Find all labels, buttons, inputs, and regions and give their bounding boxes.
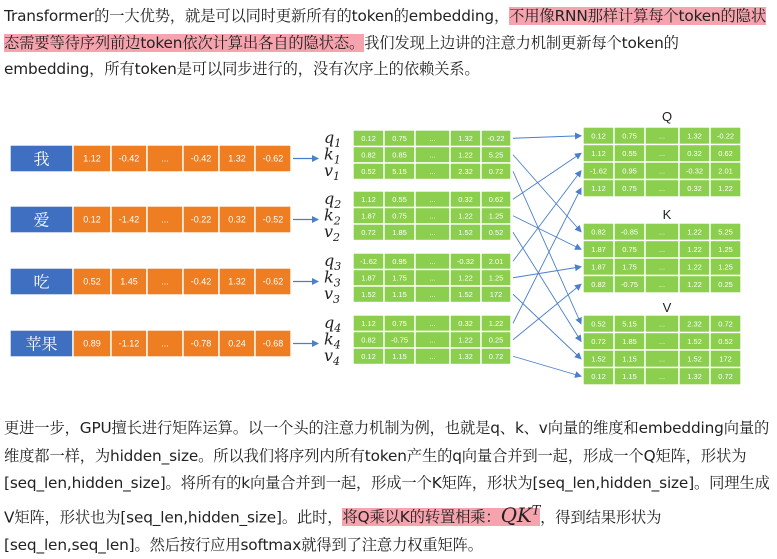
matrix-cell: 1.52 bbox=[687, 354, 702, 364]
vector-cell: 1.22 bbox=[458, 150, 473, 160]
vector-cell: 1.22 bbox=[458, 211, 473, 221]
vector-cell: 0.75 bbox=[392, 318, 407, 328]
vector-cell: -0.32 bbox=[456, 256, 475, 266]
token-1: 我 bbox=[33, 151, 50, 169]
vector-to-matrix-arrow bbox=[513, 356, 581, 376]
matrix-cell: -0.75 bbox=[620, 279, 639, 289]
vector-cell: 1.12 bbox=[361, 194, 376, 204]
vector-cell: 1.22 bbox=[458, 335, 473, 345]
vector-label-k4: $k_4$ bbox=[324, 329, 341, 352]
matrix-cell: 1.25 bbox=[718, 244, 733, 254]
vector-label-q3: $q_3$ bbox=[324, 251, 342, 273]
vector-to-matrix-arrow bbox=[513, 188, 581, 323]
matrix-cell: 1.25 bbox=[718, 262, 733, 272]
matrix-cell: 1.12 bbox=[591, 148, 606, 158]
vector-cell: ... bbox=[429, 211, 436, 221]
matrix-cell: 0.12 bbox=[591, 131, 606, 141]
vector-cell: 1.25 bbox=[488, 211, 504, 221]
matrix-cell: 1.22 bbox=[687, 227, 702, 237]
matrix-cell: ... bbox=[658, 336, 666, 346]
vector-cell: 0.72 bbox=[361, 227, 376, 237]
vector-cell: 5.25 bbox=[488, 150, 504, 160]
embedding-cell: -0.52 bbox=[262, 214, 284, 225]
vector-cell: ... bbox=[429, 194, 436, 204]
intro-text-2: 我们发现上边讲的注意力机制更新每个token的embedding，所有token是可以同步进行的，没有次序上的依赖关系。 bbox=[4, 33, 679, 78]
matrix-cell: ... bbox=[658, 244, 666, 254]
matrix-title-Q: Q bbox=[661, 109, 673, 124]
vector-cell: 1.12 bbox=[361, 318, 376, 328]
token-4: 苹果 bbox=[25, 336, 58, 354]
vector-cell: 0.12 bbox=[361, 351, 376, 361]
matrix-cell: 5.25 bbox=[718, 227, 733, 237]
vector-label-k3: $k_3$ bbox=[324, 267, 341, 290]
matrix-cell: ... bbox=[658, 227, 666, 237]
embedding-cell: 1.12 bbox=[83, 153, 101, 164]
embedding-cell: ... bbox=[161, 276, 169, 287]
vector-cell: 0.85 bbox=[392, 150, 407, 160]
vector-cell: ... bbox=[429, 133, 436, 143]
embedding-cell: 0.89 bbox=[83, 338, 101, 349]
embedding-cell: ... bbox=[161, 153, 169, 164]
matrix-cell: ... bbox=[658, 354, 666, 364]
vector-to-matrix-arrow bbox=[513, 284, 581, 340]
matrix-cell: ... bbox=[658, 183, 666, 193]
embedding-cell: -1.12 bbox=[118, 338, 140, 349]
matrix-title-K: K bbox=[662, 207, 672, 222]
embedding-cell: 0.24 bbox=[228, 338, 246, 349]
vector-cell: ... bbox=[429, 166, 436, 176]
embedding-cell: ... bbox=[161, 214, 169, 225]
matrix-cell: 1.32 bbox=[687, 371, 702, 381]
matrix-cell: 0.75 bbox=[622, 183, 637, 193]
vector-cell: 0.52 bbox=[361, 166, 376, 176]
vector-cell: 0.62 bbox=[488, 194, 504, 204]
matrix-cell: 0.25 bbox=[718, 279, 733, 289]
vector-cell: 1.75 bbox=[392, 273, 407, 283]
arrows-layer bbox=[513, 136, 581, 377]
matrix-cell: 1.87 bbox=[591, 244, 606, 254]
matrix-cell: 0.95 bbox=[622, 166, 637, 176]
vector-label-v3: $v_3$ bbox=[324, 284, 341, 306]
matrix-cell: 0.32 bbox=[687, 148, 702, 158]
matrix-cell: 0.75 bbox=[622, 131, 637, 141]
vector-cell: 0.52 bbox=[488, 227, 504, 237]
vector-label-k2: $k_2$ bbox=[324, 205, 341, 228]
vector-cell: 0.72 bbox=[488, 351, 504, 361]
vector-cell: 1.15 bbox=[392, 351, 407, 361]
outro-highlight-text: 将Q乘以K的转置相乘： bbox=[342, 508, 501, 527]
vector-cell: 0.75 bbox=[392, 211, 407, 221]
embedding-cell: 0.32 bbox=[228, 214, 246, 225]
vector-cell: 0.72 bbox=[488, 166, 504, 176]
vector-label-q1: $q_1$ bbox=[324, 128, 342, 150]
token-3: 吃 bbox=[33, 274, 50, 292]
matrix-cell: 1.87 bbox=[591, 262, 606, 272]
matrix-cell: ... bbox=[658, 131, 666, 141]
vector-cell: 1.87 bbox=[361, 273, 376, 283]
vector-cell: 172 bbox=[489, 289, 503, 299]
matrix-title-V: V bbox=[662, 300, 672, 315]
vector-cell: 1.87 bbox=[361, 211, 376, 221]
embedding-cell: 1.32 bbox=[228, 276, 246, 287]
vector-label-v4: $v_4$ bbox=[324, 346, 341, 368]
vector-label-q2: $q_2$ bbox=[324, 189, 342, 211]
embedding-cell: 0.52 bbox=[83, 276, 101, 287]
embedding-cell: 1.32 bbox=[228, 153, 246, 164]
vector-cell: 0.82 bbox=[361, 150, 376, 160]
vector-cell: ... bbox=[429, 289, 436, 299]
vector-cell: -0.75 bbox=[390, 335, 409, 345]
embedding-cell: -0.68 bbox=[262, 338, 284, 349]
matrix-cell: 1.32 bbox=[687, 131, 702, 141]
matrix-cell: 172 bbox=[719, 354, 732, 364]
matrix-cell: 0.32 bbox=[687, 183, 702, 193]
vector-cell: ... bbox=[429, 256, 436, 266]
outro-text-1: 更进一步，GPU擅长进行矩阵运算。以一个头的注意力机制为例，也就是q、k、v向量的维度和embedding向量的维度都一样，为hidden_size。所以我们将序列内所有token产生的q向量合并到一起，形成一个Q矩阵，形状为[seq_len,hidden_size]。将所有的k向量合并到一起，形成一个K矩阵，形状为[seq_len,hidden_size]。同理生成V矩阵，形状也为[seq_len,hidden_size]。此时， bbox=[4, 419, 770, 527]
matrix-cell: 1.22 bbox=[687, 244, 702, 254]
vector-cell: 1.32 bbox=[458, 133, 473, 143]
matrix-cell: 0.82 bbox=[591, 227, 606, 237]
intro-paragraph bbox=[4, 3, 770, 83]
embedding-cell: -0.22 bbox=[190, 214, 212, 225]
outro-paragraph bbox=[4, 415, 770, 559]
matrix-cell: 0.55 bbox=[622, 148, 637, 158]
outro-text-2: ，得到结果形状为[seq_len,seq_len]。然后按行应用softmax就得到了注意力权重矩阵。 bbox=[4, 508, 662, 554]
vector-label-v1: $v_1$ bbox=[324, 161, 341, 183]
outro-highlight bbox=[342, 503, 541, 528]
formula-qkt bbox=[501, 503, 541, 527]
matrix-cell: 1.52 bbox=[591, 354, 606, 364]
matrix-cell: 0.72 bbox=[591, 336, 606, 346]
vector-label-k1: $k_1$ bbox=[324, 144, 341, 167]
vector-cell: ... bbox=[429, 318, 436, 328]
vector-cell: 2.32 bbox=[458, 166, 473, 176]
matrix-cell: 0.72 bbox=[718, 319, 733, 329]
matrix-cell: ... bbox=[658, 371, 666, 381]
matrix-cell: 0.72 bbox=[718, 371, 733, 381]
vector-cell: ... bbox=[429, 273, 436, 283]
matrix-cell: ... bbox=[658, 166, 666, 176]
matrix-cell: 0.82 bbox=[591, 279, 606, 289]
matrix-cell: 1.75 bbox=[622, 262, 637, 272]
embedding-cell: -0.62 bbox=[262, 153, 284, 164]
matrix-cell: -1.62 bbox=[589, 166, 608, 176]
matrix-cell: 1.85 bbox=[622, 336, 637, 346]
matrix-cell: 2.01 bbox=[718, 166, 733, 176]
matrix-cell: 1.15 bbox=[622, 371, 637, 381]
embedding-cell: -1.42 bbox=[118, 214, 140, 225]
matrix-cell: -0.32 bbox=[685, 166, 704, 176]
matrix-cell: 1.15 bbox=[622, 354, 637, 364]
matrix-cell: 1.22 bbox=[687, 262, 702, 272]
matrix-cell: -0.22 bbox=[716, 131, 735, 141]
vector-cell: 5.15 bbox=[392, 166, 407, 176]
formula-base: QK bbox=[500, 503, 532, 528]
vector-cell: -0.22 bbox=[487, 133, 505, 143]
vector-cell: ... bbox=[429, 335, 436, 345]
intro-highlight: 不用像RNN那样计算每个token的隐状态需要等待序列前边token依次计算出各自的隐状态。 bbox=[4, 7, 766, 52]
vector-cell: 0.82 bbox=[361, 335, 376, 345]
matrix-cell: 2.32 bbox=[687, 319, 702, 329]
matrix-cell: ... bbox=[658, 319, 666, 329]
vector-cell: ... bbox=[429, 227, 436, 237]
embedding-cell: -0.42 bbox=[190, 276, 212, 287]
matrix-cell: ... bbox=[658, 262, 666, 272]
vector-cell: 1.22 bbox=[488, 318, 504, 328]
vector-cell: 1.52 bbox=[361, 289, 376, 299]
vector-cell: 0.32 bbox=[458, 318, 473, 328]
matrix-cell: ... bbox=[658, 279, 666, 289]
vector-cell: 0.75 bbox=[392, 133, 407, 143]
vector-cell: -1.62 bbox=[359, 256, 378, 266]
vector-label-q4: $q_4$ bbox=[324, 313, 342, 335]
matrix-cell: -0.85 bbox=[620, 227, 639, 237]
embedding-cell: ... bbox=[161, 338, 169, 349]
embedding-cell: -0.42 bbox=[118, 153, 140, 164]
intro-text-1: Transformer的一大优势，就是可以同时更新所有的token的embedding， bbox=[4, 7, 510, 25]
vector-cell: 0.32 bbox=[458, 194, 473, 204]
token-2: 爱 bbox=[33, 212, 50, 230]
matrix-cell: 1.22 bbox=[718, 183, 733, 193]
matrix-cell: 1.52 bbox=[687, 336, 702, 346]
vector-cell: 1.25 bbox=[488, 273, 504, 283]
matrix-cell: 0.52 bbox=[718, 336, 733, 346]
matrix-cell: 0.52 bbox=[591, 319, 606, 329]
embedding-cell: 1.45 bbox=[120, 276, 138, 287]
vector-cell: 1.52 bbox=[458, 227, 473, 237]
embedding-cell: -0.42 bbox=[190, 153, 212, 164]
vector-cell: 0.55 bbox=[392, 194, 407, 204]
matrix-cell: 0.12 bbox=[591, 371, 606, 381]
matrix-cell: 1.12 bbox=[591, 183, 606, 193]
matrix-cell: ... bbox=[658, 148, 666, 158]
matrix-cell: 0.62 bbox=[718, 148, 733, 158]
vector-to-matrix-arrow bbox=[513, 153, 581, 199]
vector-cell: 0.12 bbox=[361, 133, 376, 143]
vector-cell: 1.52 bbox=[458, 289, 473, 299]
vector-to-matrix-arrow bbox=[513, 267, 581, 278]
vector-cell: ... bbox=[429, 150, 436, 160]
vector-cell: 1.22 bbox=[458, 273, 473, 283]
vector-cell: 2.01 bbox=[488, 256, 504, 266]
vector-cell: 1.32 bbox=[458, 351, 473, 361]
matrix-cell: 0.75 bbox=[622, 244, 637, 254]
cells-layer bbox=[10, 109, 741, 385]
embedding-cell: -0.62 bbox=[262, 276, 284, 287]
qkv-diagram bbox=[0, 100, 777, 400]
embedding-cell: 0.12 bbox=[83, 214, 101, 225]
formula-superscript: T bbox=[531, 503, 541, 519]
vector-cell: 0.95 bbox=[392, 256, 407, 266]
vector-to-matrix-arrow bbox=[513, 136, 581, 139]
embedding-cell: -0.78 bbox=[190, 338, 212, 349]
vector-cell: 0.25 bbox=[488, 335, 504, 345]
vector-cell: ... bbox=[429, 351, 436, 361]
matrix-cell: 1.22 bbox=[687, 279, 702, 289]
vector-cell: 1.15 bbox=[392, 289, 407, 299]
matrix-cell: 5.15 bbox=[622, 319, 637, 329]
vector-label-v2: $v_2$ bbox=[324, 222, 341, 244]
vector-cell: 1.85 bbox=[392, 227, 407, 237]
